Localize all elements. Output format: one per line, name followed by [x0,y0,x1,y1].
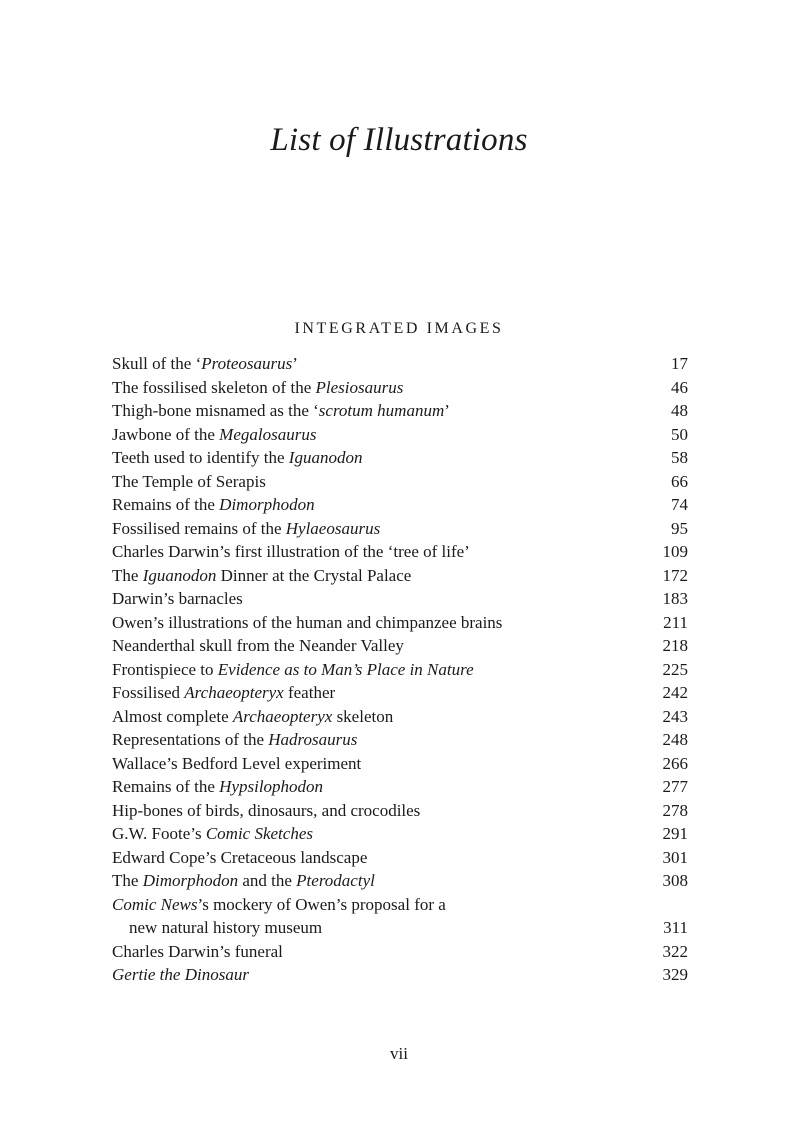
italic-title: Hylaeosaurus [285,518,381,538]
entry-page-number: 243 [662,706,688,726]
italic-title: Comic News [112,894,198,914]
list-item [112,752,688,776]
italic-title: Hypsilophodon [219,777,324,796]
caption-text: new natural history museum [129,918,323,937]
section-heading: INTEGRATED IMAGES [294,320,504,337]
caption-text: Frontispiece to [112,659,218,679]
caption-text: ’s mockery of Owen’s proposal for a [197,894,446,914]
italic-title: Proteosaurus [201,354,293,373]
caption-text: Skull of the ‘ [112,354,202,373]
entry-page-number: 95 [671,518,688,538]
caption-text: Neanderthal skull from the Neander Valley [112,636,404,655]
entry-page-number: 225 [662,659,688,679]
list-item [112,775,688,799]
entry-caption [112,963,249,987]
entry-page-number: 311 [663,918,688,937]
caption-text: Fossilised remains of the [112,518,286,538]
illustrations-list [112,352,688,987]
entry-caption [112,893,446,917]
caption-text: and the [238,871,297,890]
italic-title: Evidence as to Man’s Place in Nature [217,659,474,679]
caption-text: Darwin’s barnacles [112,589,243,608]
entry-page-number: 242 [662,683,688,702]
caption-text: The [112,871,143,890]
caption-text: Fossilised [112,683,185,702]
list-item [112,705,688,729]
entry-caption [112,352,298,376]
list-item [112,799,688,823]
list-item [112,963,688,987]
entry-page-number: 248 [662,730,688,749]
entry-caption [112,752,361,776]
entry-caption [112,940,283,964]
entry-page-number: 109 [662,542,688,561]
list-item [112,423,688,447]
entry-caption [112,869,375,893]
entry-caption [112,799,420,823]
caption-text: Remains of the [112,495,220,514]
entry-caption [112,846,367,870]
entry-caption [112,705,393,729]
entry-caption [112,376,403,400]
caption-text: Edward Cope’s Cretaceous landscape [112,847,368,867]
italic-title: Iguanodon [142,565,217,585]
caption-text: Remains of the [112,777,220,796]
italic-title: Archaeopteryx [232,706,333,726]
list-item [112,658,688,682]
entry-caption [112,399,450,423]
entry-caption [112,822,313,846]
caption-text: Hip-bones of birds, dinosaurs, and crocodiles [112,800,421,820]
entry-page-number: 301 [662,847,688,867]
list-item [112,493,688,517]
italic-title: Pterodactyl [296,871,375,890]
entry-page-number: 218 [662,636,688,655]
list-item [112,822,688,846]
list-item [112,540,688,564]
italic-title: Hadrosaurus [268,730,358,749]
list-item [112,611,688,635]
caption-text: feather [283,683,336,702]
italic-title: Dimorphodon [142,871,239,890]
entry-page-number: 308 [662,871,688,890]
caption-text: Thigh-bone misnamed as the ‘ [112,401,319,420]
page-title: List of Illustrations [270,122,528,158]
caption-text: Wallace’s Bedford Level experiment [112,753,362,773]
list-item [112,634,688,658]
italic-title: Gertie the Dinosaur [112,965,249,984]
caption-text: Dinner at the Crystal Palace [216,565,412,585]
list-item [112,681,688,705]
caption-text: G.W. Foote’s [112,824,206,843]
italic-title: Archaeopteryx [184,683,284,702]
list-item [112,564,688,588]
entry-page-number: 74 [671,495,688,514]
entry-caption [112,493,315,517]
list-item [112,376,688,400]
entry-page-number: 50 [671,424,688,444]
caption-text: The fossilised skeleton of the [112,377,316,397]
italic-title: scrotum humanum [318,401,445,420]
caption-text: The [112,565,143,585]
list-item [112,916,688,940]
caption-text: skeleton [332,706,394,726]
entry-page-number: 277 [662,777,688,796]
list-item [112,728,688,752]
page-number: vii [390,1044,408,1063]
italic-title: Comic Sketches [205,824,313,843]
entry-caption [112,634,404,658]
entry-caption [112,775,323,799]
entry-page-number: 291 [662,824,688,843]
list-item [112,517,688,541]
entry-caption [112,611,502,635]
list-item [112,869,688,893]
caption-text: Representations of the [112,730,269,749]
caption-text: ’ [292,354,298,373]
italic-title: Plesiosaurus [315,377,404,397]
entry-page-number: 48 [671,401,688,420]
entry-page-number: 266 [662,753,688,773]
entry-caption [112,540,470,564]
entry-page-number: 211 [663,612,688,632]
caption-text: Teeth used to identify the [112,448,289,467]
caption-text: Owen’s illustrations of the human and chimpanzee brains [112,612,503,632]
entry-page-number: 329 [662,965,688,984]
caption-text: Almost complete [112,706,233,726]
entry-caption [112,916,322,940]
entry-page-number: 172 [662,565,688,585]
list-item [112,587,688,611]
entry-caption [112,658,474,682]
caption-text: Jawbone of the [112,424,220,444]
list-item [112,352,688,376]
list-item [112,399,688,423]
italic-title: Megalosaurus [219,424,317,444]
caption-text: ’ [444,401,450,420]
list-item [112,446,688,470]
list-item [112,893,688,917]
italic-title: Dimorphodon [219,495,315,514]
caption-text: Charles Darwin’s first illustration of the ‘tree of life’ [112,542,470,561]
entry-caption [112,728,357,752]
entry-page-number: 183 [662,589,688,608]
entry-caption [112,470,266,494]
list-item [112,470,688,494]
caption-text: Charles Darwin’s funeral [112,941,283,961]
entry-caption [112,423,316,447]
entry-page-number: 46 [671,377,688,397]
list-item [112,846,688,870]
caption-text: The Temple of Serapis [112,471,266,491]
entry-caption [112,446,362,470]
list-item [112,940,688,964]
entry-page-number: 66 [671,471,688,491]
entry-caption [112,517,380,541]
italic-title: Iguanodon [288,448,363,467]
entry-caption [112,681,335,705]
entry-page-number: 278 [662,800,688,820]
entry-caption [112,564,411,588]
entry-caption [112,587,243,611]
entry-page-number: 322 [662,941,688,961]
entry-page-number: 17 [671,354,688,373]
entry-page-number: 58 [671,448,688,467]
